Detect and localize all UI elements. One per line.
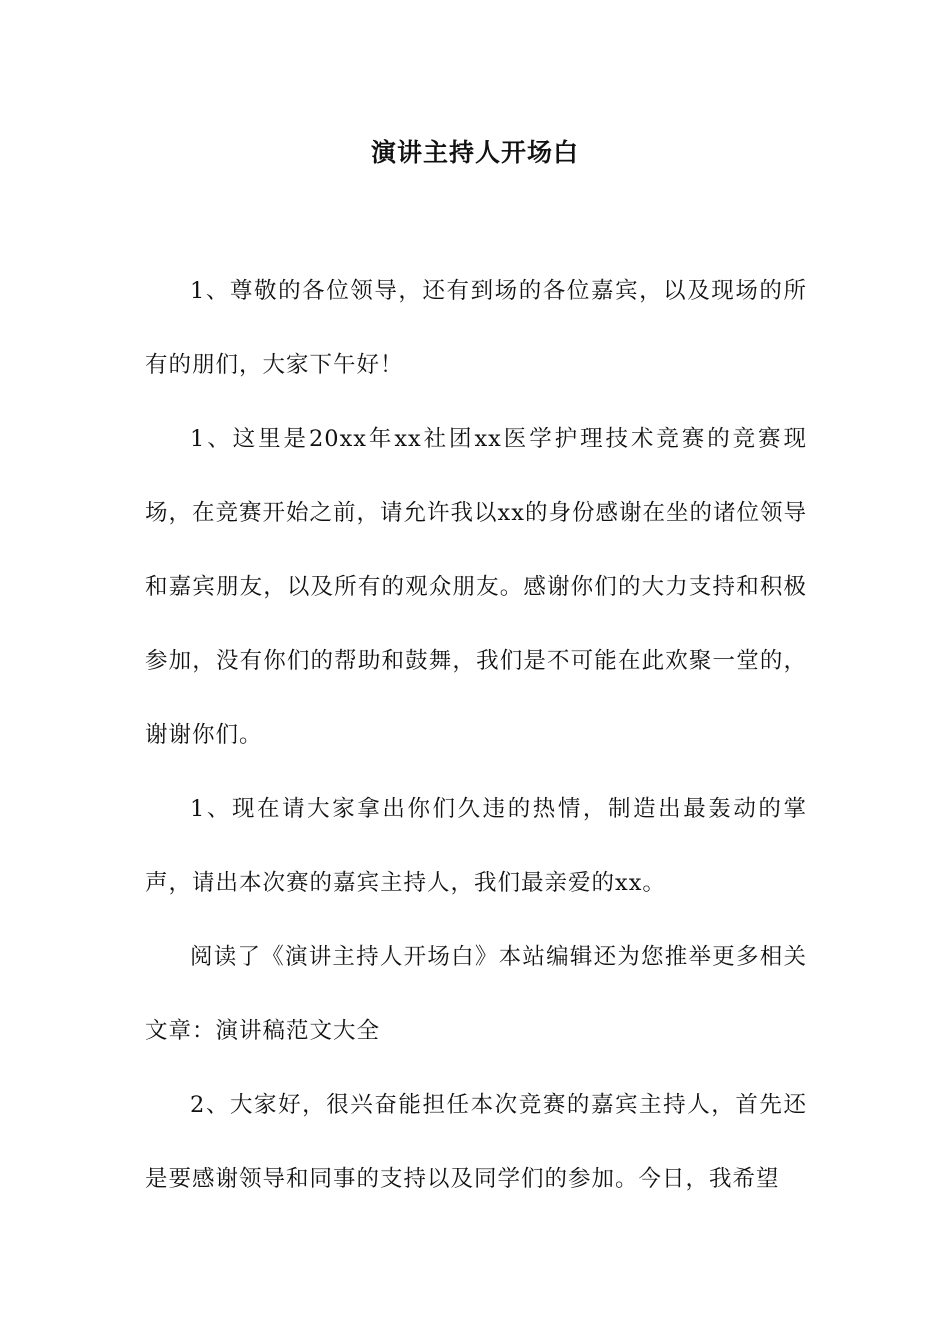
paragraph-3: 1、现在请大家拿出你们久违的热情，制造出最轰动的掌声，请出本次赛的嘉宾主持人，我们最亲爱的xx。 [145,796,807,896]
paragraph-2: 1、这里是20xx年xx社团xx医学护理技术竞赛的竞赛现场，在竞赛开始之前，请允许我以xx的身份感谢在坐的诸位领导和嘉宾朋友，以及所有的观众朋友。感谢你们的大力支持和积极参加，没有你们的帮助和鼓舞，我们是不可能在此欢聚一堂的，谢谢你们。 [145,426,807,748]
paragraph-5: 2、大家好，很兴奋能担任本次竞赛的嘉宾主持人，首先还是要感谢领导和同事的支持以及同学们的参加。今日，我希望 [145,1092,807,1192]
document-title: 演讲主持人开场白 [370,138,579,167]
paragraph-4: 阅读了《演讲主持人开场白》本站编辑还为您推举更多相关文章：演讲稿范文大全 [145,944,807,1044]
paragraph-1: 1、尊敬的各位领导，还有到场的各位嘉宾，以及现场的所有的朋们，大家下午好！ [145,278,807,378]
document-body [145,254,807,1216]
